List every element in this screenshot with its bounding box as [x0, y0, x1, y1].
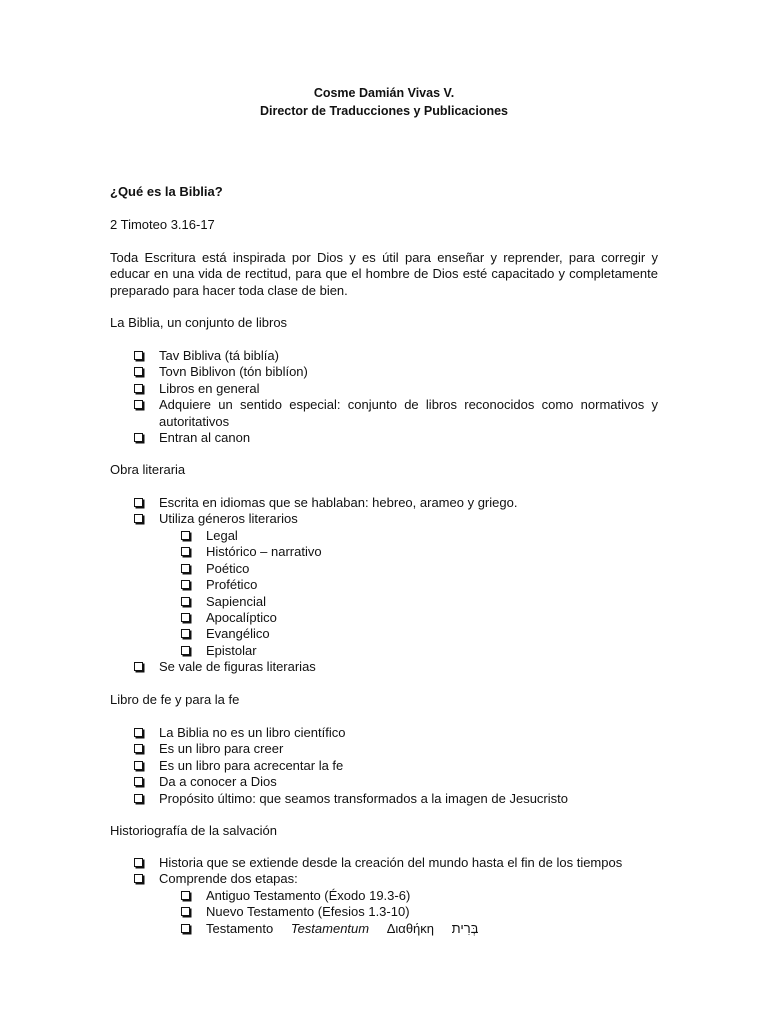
checkbox-icon [181, 924, 190, 933]
checkbox-icon [181, 629, 190, 638]
document-header [0, 84, 768, 120]
section-title-libros: La Biblia, un conjunto de libros [110, 315, 288, 330]
obra-list-a [134, 495, 658, 528]
list-item: Libros en general [134, 381, 658, 397]
author-role: Director de Traducciones y Publicaciones [259, 104, 508, 118]
list-item: Entran al canon [134, 430, 658, 446]
checkbox-icon [134, 367, 143, 376]
list-item: Antiguo Testamento (Éxodo 19.3-6) [181, 888, 481, 904]
list-item: Tovn Biblivon (tón biblíon) [134, 364, 658, 380]
list-item: Histórico – narrativo [181, 544, 481, 560]
checkbox-icon [134, 794, 143, 803]
testamento-label: Testamento [206, 920, 274, 936]
list-item: Legal [181, 528, 481, 544]
checkbox-icon [134, 498, 143, 507]
list-item: Escrita en idiomas que se hablaban: hebreo, arameo y griego. [134, 495, 658, 511]
checkbox-icon [181, 531, 190, 540]
libros-list [134, 348, 658, 446]
checkbox-icon [181, 597, 190, 606]
list-item: Apocalíptico [181, 610, 481, 626]
list-item: Comprende dos etapas: [134, 871, 658, 887]
fe-list [134, 725, 658, 807]
testamento-greek: Διαθήκη [386, 920, 435, 936]
checkbox-icon [134, 744, 143, 753]
main-question: ¿Qué es la Biblia? [110, 184, 223, 199]
historia-list [134, 855, 658, 888]
list-item: Historia que se extiende desde la creación del mundo hasta el fin de los tiempos [134, 855, 658, 871]
checkbox-icon [134, 351, 143, 360]
checkbox-icon [134, 514, 143, 523]
list-item: Adquiere un sentido especial: conjunto de libros reconocidos como normativos y autoritativos [134, 397, 658, 430]
list-item [181, 921, 481, 937]
list-item: Se vale de figuras literarias [134, 659, 658, 675]
checkbox-icon [134, 777, 143, 786]
section-title-fe: Libro de fe y para la fe [110, 692, 240, 707]
bible-reference: 2 Timoteo 3.16-17 [110, 217, 215, 232]
list-item: Propósito último: que seamos transformados a la imagen de Jesucristo [134, 791, 658, 807]
checkbox-icon [134, 400, 143, 409]
list-item: Tav Bibliva (tá biblía) [134, 348, 658, 364]
section-title-historia: Historiografía de la salvación [110, 823, 277, 838]
checkbox-icon [134, 662, 143, 671]
obra-list-b [134, 659, 658, 675]
checkbox-icon [181, 580, 190, 589]
checkbox-icon [181, 891, 190, 900]
checkbox-icon [134, 384, 143, 393]
list-item: Sapiencial [181, 594, 481, 610]
list-item: Es un libro para acrecentar la fe [134, 758, 658, 774]
etapas-list [181, 888, 481, 937]
list-item: Epistolar [181, 643, 481, 659]
list-item: La Biblia no es un libro científico [134, 725, 658, 741]
checkbox-icon [134, 433, 143, 442]
checkbox-icon [134, 874, 143, 883]
list-item: Poético [181, 561, 481, 577]
checkbox-icon [181, 646, 190, 655]
checkbox-icon [134, 858, 143, 867]
checkbox-icon [181, 613, 190, 622]
list-item: Utiliza géneros literarios [134, 511, 658, 527]
checkbox-icon [181, 547, 190, 556]
list-item: Profético [181, 577, 481, 593]
checkbox-icon [134, 728, 143, 737]
testamento-hebrew: בְּרִית [451, 920, 479, 936]
verse-paragraph: Toda Escritura está inspirada por Dios y es útil para enseñar y reprender, para corregir y educar en una vida de rectitud, para que el hombre de Dios esté capacitado y completamente preparado para hacer toda clase de bien. [110, 250, 658, 298]
list-item: Nuevo Testamento (Efesios 1.3-10) [181, 904, 481, 920]
author-name: Cosme Damián Vivas V. [313, 86, 455, 100]
section-title-obra: Obra literaria [110, 462, 186, 477]
generos-list [181, 528, 481, 659]
testamento-latin: Testamentum [290, 920, 370, 936]
checkbox-icon [181, 907, 190, 916]
list-item: Es un libro para creer [134, 741, 658, 757]
list-item: Da a conocer a Dios [134, 774, 658, 790]
checkbox-icon [134, 761, 143, 770]
checkbox-icon [181, 564, 190, 573]
list-item: Evangélico [181, 626, 481, 642]
